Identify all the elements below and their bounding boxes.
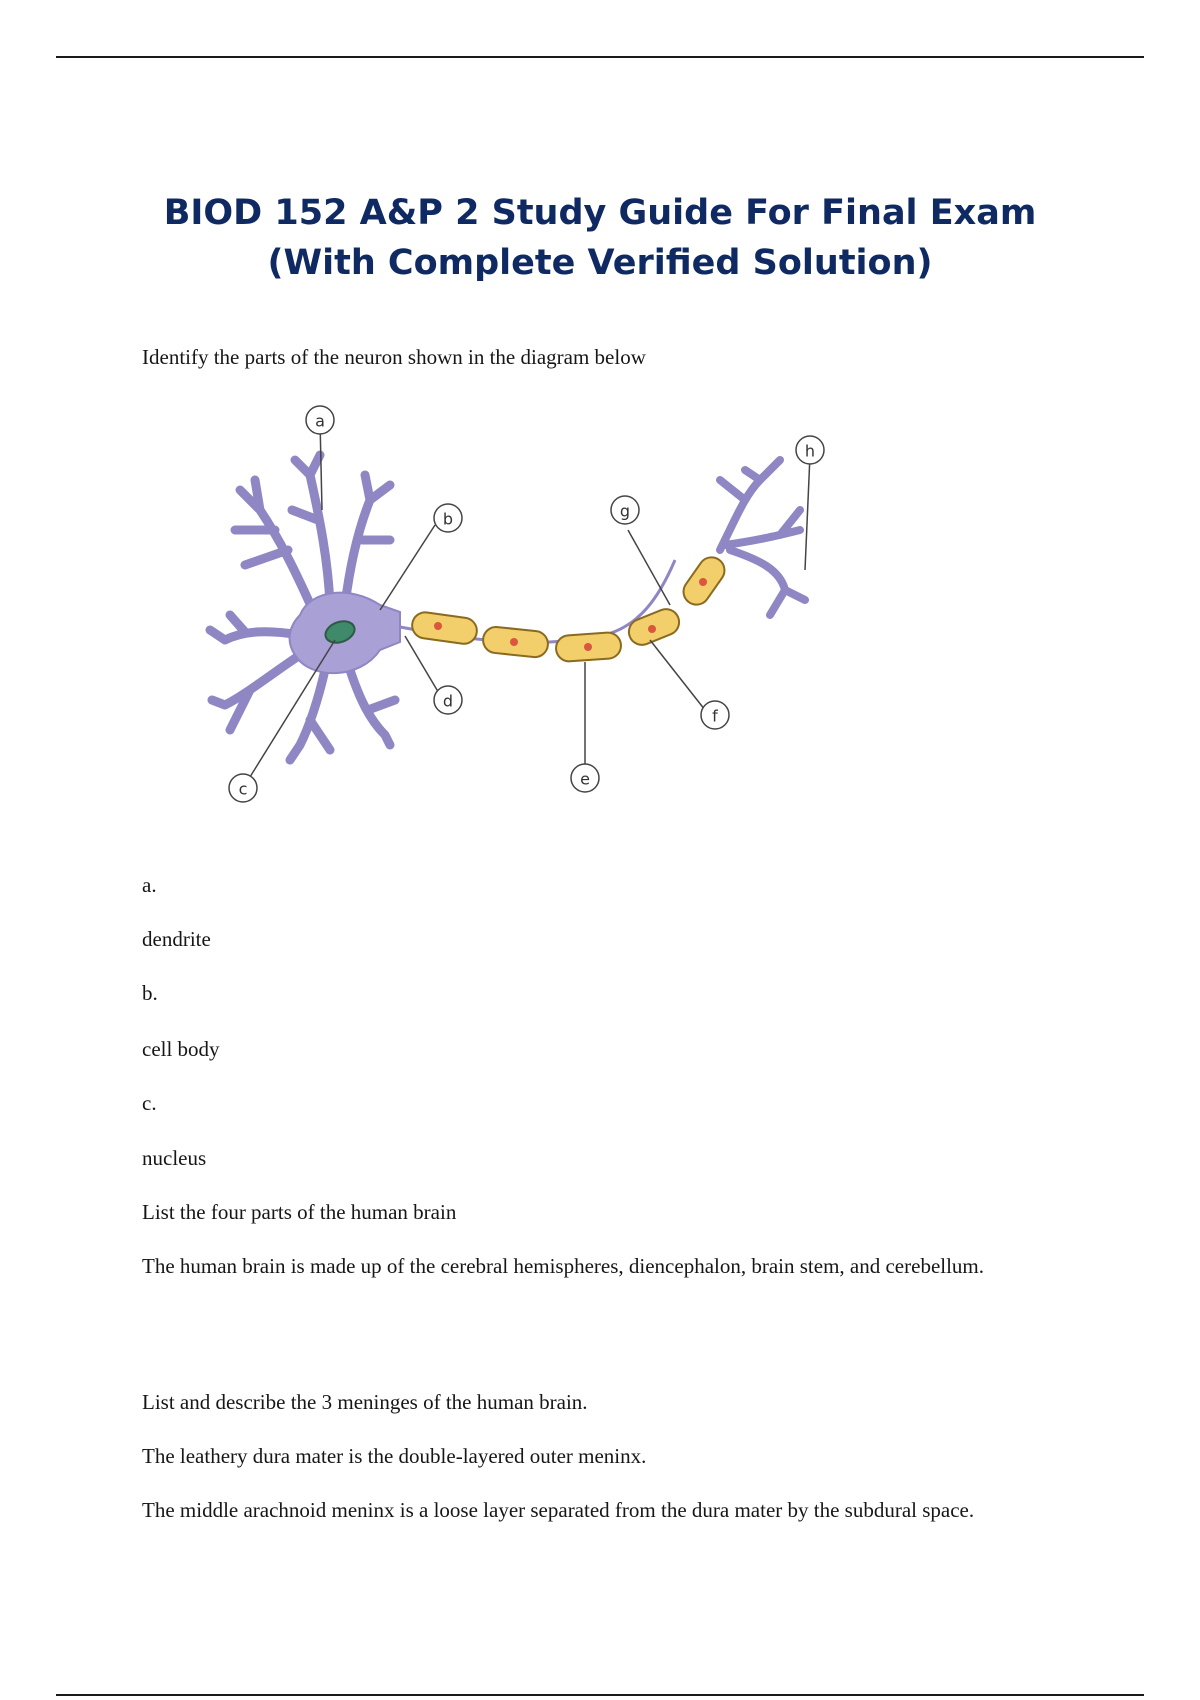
diagram-label-g: g	[619, 501, 631, 521]
top-rule	[56, 56, 1144, 58]
question-1-prompt: Identify the parts of the neuron shown in the diagram below	[142, 345, 646, 369]
diagram-label-e: e	[580, 769, 590, 789]
document-title	[0, 188, 1200, 288]
diagram-label-d: d	[442, 691, 454, 711]
question-3-answer-1: The leathery dura mater is the double-layered outer meninx.	[142, 1444, 647, 1468]
question-2-answer: The human brain is made up of the cerebral hemispheres, diencephalon, brain stem, and cerebellum.	[142, 1254, 985, 1278]
diagram-label-b: b	[442, 509, 454, 529]
bottom-rule	[56, 1694, 1144, 1696]
title-line-2: (With Complete Verified Solution)	[267, 243, 933, 283]
diagram-label-a: a	[315, 411, 325, 431]
answer-b-letter: b.	[142, 981, 158, 1005]
answer-c-text: nucleus	[142, 1146, 207, 1170]
neuron-diagram	[200, 400, 850, 820]
answer-a-text: dendrite	[142, 927, 211, 951]
title-line-1: BIOD 152 A&P 2 Study Guide For Final Exam	[163, 193, 1037, 233]
diagram-label-h: h	[804, 441, 816, 461]
axon-terminals	[720, 460, 805, 615]
question-2-prompt: List the four parts of the human brain	[142, 1200, 457, 1224]
diagram-label-f: f	[712, 706, 718, 726]
question-3-answer-2: The middle arachnoid meninx is a loose layer separated from the dura mater by the subdural space.	[142, 1498, 975, 1522]
myelin-sheaths	[411, 552, 730, 662]
diagram-label-c: c	[238, 779, 248, 799]
answer-c-letter: c.	[142, 1091, 157, 1115]
question-3-prompt: List and describe the 3 meninges of the human brain.	[142, 1390, 588, 1414]
answer-a-letter: a.	[142, 873, 157, 897]
answer-b-text: cell body	[142, 1037, 220, 1061]
